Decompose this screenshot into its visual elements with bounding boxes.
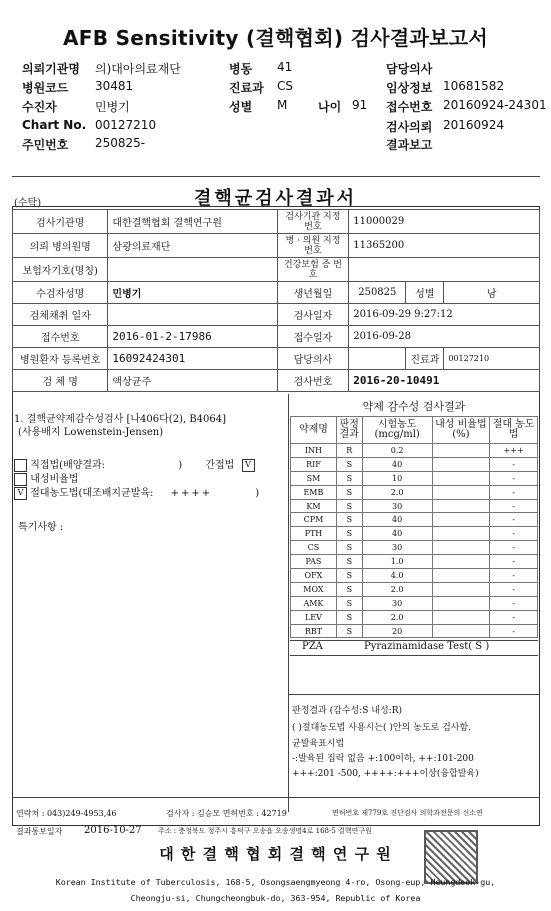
- dr-value: [349, 348, 406, 370]
- result-res: S: [336, 513, 362, 527]
- footer-license: 면허번호 제779호 진단검사 의학과전문의 신소연: [332, 809, 483, 817]
- result-row: [291, 610, 538, 624]
- col-drug: 약제명: [291, 417, 337, 444]
- col-conc: 시험농도 (mcg/ml): [362, 417, 432, 444]
- sex-value-form: 남: [444, 282, 540, 304]
- hosp-code-label: 병원코드: [22, 81, 69, 95]
- result-ratio: [432, 485, 490, 499]
- result-row: [291, 582, 538, 596]
- result-ratio: [432, 471, 490, 485]
- result-res: S: [336, 471, 362, 485]
- result-conc: 1.0: [362, 555, 432, 569]
- dept-value-form: 00127210: [444, 348, 540, 370]
- result-drug: LEV: [291, 610, 337, 624]
- result-res: S: [336, 610, 362, 624]
- result-res: S: [336, 457, 362, 471]
- direct-close: ): [178, 460, 183, 471]
- inst-name-label: 검사기관명: [13, 210, 108, 234]
- result-drug: CPM: [291, 513, 337, 527]
- form-title: 결핵균검사결과서: [193, 188, 358, 209]
- result-conc: 40: [362, 513, 432, 527]
- req-org-value: 의)대아의료재단: [95, 62, 181, 76]
- result-abs: -: [490, 527, 538, 541]
- result-res: S: [336, 541, 362, 555]
- ref-hosp-value: 삼광의료재단: [108, 234, 277, 258]
- indirect-checkbox[interactable]: V: [242, 459, 255, 472]
- clinical-label: 임상정보: [386, 81, 433, 95]
- acc-date-value: 2016-09-28: [349, 326, 540, 348]
- result-drug: PTH: [291, 527, 337, 541]
- col-result: 판정 결과: [336, 417, 362, 444]
- recipient-value: 민병기: [95, 100, 130, 114]
- reg-no-label: 병원환자 등록번호: [13, 348, 108, 370]
- inst-code-value: 11000029: [349, 210, 540, 234]
- result-conc: 2.0: [362, 582, 432, 596]
- req-org-label: 의뢰기관명: [22, 62, 80, 76]
- insurer-label: 보험자기호(명칭): [13, 258, 108, 282]
- collect-label: 검체채취 일자: [13, 304, 108, 326]
- result-conc: 20: [362, 624, 432, 638]
- dept-label: 진료과: [229, 81, 264, 95]
- receipt-label: 접수번호: [386, 100, 433, 114]
- ward-value: 41: [277, 60, 293, 74]
- result-conc: 40: [362, 457, 432, 471]
- result-res: S: [336, 582, 362, 596]
- results-header-row: [291, 417, 538, 444]
- remarks-label: 특기사항 :: [18, 522, 64, 533]
- chart-value: 00127210: [95, 118, 157, 132]
- dob-value: 250825: [349, 282, 406, 304]
- org-address-en-1: Korean Institute of Tuberculosis, 168-5, Osongsaengmyeong 4-ro, Osong-eup, Heungdeok-gu,: [55, 877, 496, 887]
- result-drug: SM: [291, 471, 337, 485]
- org-address-en-2: Cheongju-si, Chungcheongbuk-do, 363-954, Republic of Korea: [130, 893, 421, 903]
- legend-5: +++:201 -500, ++++:+++이상(융합발육): [292, 769, 479, 779]
- pza-value: Pyrazinamidase Test( S ): [364, 641, 490, 652]
- result-row: [291, 624, 538, 638]
- result-ratio: [432, 444, 490, 458]
- result-row: [291, 527, 538, 541]
- sex-label: 성별: [229, 100, 253, 114]
- result-row: [291, 444, 538, 458]
- result-ratio: [432, 513, 490, 527]
- legend-divider: [288, 694, 540, 695]
- dr-label: 담당의사: [277, 348, 349, 370]
- result-ratio: [432, 527, 490, 541]
- ward-label: 병동: [229, 62, 253, 76]
- inst-name-value: 대한결핵협회 결핵연구원: [108, 210, 277, 234]
- result-res: S: [336, 596, 362, 610]
- result-abs: -: [490, 499, 538, 513]
- test-line-1: 1. 결핵균약제감수성검사 [나406다(2), B4064]: [14, 414, 227, 425]
- footer-address: 주소 : 충청북도 청주시 흥덕구 오송읍 오송생명4로 168-5 결핵연구원: [158, 827, 372, 835]
- reg-no-value: 16092424301: [108, 348, 277, 370]
- footer-divider: [12, 797, 540, 798]
- clinical-value: 10681582: [443, 79, 505, 93]
- col-abs: 절대 농도법: [490, 417, 538, 444]
- result-res: S: [336, 485, 362, 499]
- acc-date-label: 접수일자: [277, 326, 349, 348]
- result-conc: 2.0: [362, 485, 432, 499]
- sex-value: M: [277, 98, 288, 112]
- ref-code-label: 병 · 의원 지정번호: [277, 234, 349, 258]
- ins-no-label: 건강보험 증 번 호: [277, 258, 349, 282]
- insurer-value: [108, 258, 277, 282]
- method-absolute: [14, 484, 259, 500]
- result-res: S: [336, 527, 362, 541]
- form-tag: (수탁): [14, 198, 42, 209]
- pza-label: PZA: [302, 641, 323, 652]
- age-label: 나이: [318, 100, 342, 114]
- dept-label-form: 진료과: [406, 348, 444, 370]
- test-no-value: 2016-20-10491: [349, 370, 540, 392]
- absolute-label: 절대농도법(대조배지균발육:: [30, 488, 154, 499]
- result-abs: -: [490, 610, 538, 624]
- dob-label: 생년월일: [277, 282, 349, 304]
- test-line-2: (사용배지 Lowenstein-Jensen): [18, 427, 164, 438]
- patient-value: 민병기: [108, 282, 277, 304]
- form-info-table: [12, 209, 540, 392]
- inst-code-label: 검사기관 지정번호: [277, 210, 349, 234]
- result-res: S: [336, 555, 362, 569]
- req-date-value: 20160924: [443, 118, 505, 132]
- result-abs: -: [490, 582, 538, 596]
- result-drug: PAS: [291, 555, 337, 569]
- ins-no-value: [349, 258, 540, 282]
- rrn-label: 주민번호: [22, 138, 69, 152]
- receipt-value: 20160924-24301: [443, 98, 547, 112]
- result-drug: RBT: [291, 624, 337, 638]
- report-label: 결과보고: [386, 138, 433, 152]
- result-row: [291, 555, 538, 569]
- result-drug: OFX: [291, 569, 337, 583]
- result-abs: -: [490, 569, 538, 583]
- result-drug: RIF: [291, 457, 337, 471]
- result-conc: 40: [362, 527, 432, 541]
- footer-examiner: 검사자 : 김승모 면허번호 : 42719: [166, 809, 287, 818]
- acc-no-value: 2016-01-2-17986: [108, 326, 277, 348]
- result-row: [291, 569, 538, 583]
- absolute-close: ): [255, 488, 260, 499]
- doctor-label: 담당의사: [386, 62, 433, 76]
- result-res: S: [336, 499, 362, 513]
- req-date-label: 검사의뢰: [386, 120, 433, 134]
- result-ratio: [432, 596, 490, 610]
- result-res: S: [336, 569, 362, 583]
- results-table: [290, 416, 538, 638]
- result-row: [291, 471, 538, 485]
- result-conc: 30: [362, 541, 432, 555]
- result-drug: CS: [291, 541, 337, 555]
- result-drug: INH: [291, 444, 337, 458]
- result-conc: 30: [362, 499, 432, 513]
- col-ratio: 내성 비율법(%): [432, 417, 490, 444]
- result-row: [291, 513, 538, 527]
- divider: [12, 176, 540, 177]
- result-row: [291, 596, 538, 610]
- result-conc: 4.0: [362, 569, 432, 583]
- result-ratio: [432, 499, 490, 513]
- result-drug: EMB: [291, 485, 337, 499]
- specimen-label: 검 체 명: [13, 370, 108, 392]
- footer-contact: 연락처 : 043)249-4953,46: [16, 809, 117, 818]
- legend-2: ( )절대농도법 사용시는( )안의 농도로 검사함.: [292, 723, 472, 733]
- pza-row: [290, 640, 538, 656]
- ratio-label: 내성비율법: [30, 474, 79, 485]
- result-conc: 2.0: [362, 610, 432, 624]
- dept-value: CS: [277, 79, 293, 93]
- org-name-korean: 대 한 결 핵 협 회 결 핵 연 구 원: [159, 845, 392, 863]
- result-ratio: [432, 582, 490, 596]
- result-ratio: [432, 555, 490, 569]
- direct-label: 직접법(배양결과:: [30, 460, 106, 471]
- footer-report-date: 2016-10-27: [84, 825, 142, 836]
- result-abs: -: [490, 596, 538, 610]
- patient-label: 수검자성명: [13, 282, 108, 304]
- result-conc: 0.2: [362, 444, 432, 458]
- acc-no-label: 접수번호: [13, 326, 108, 348]
- results-title: 약제 감수성 검사결과: [362, 400, 466, 413]
- result-res: S: [336, 624, 362, 638]
- result-abs: -: [490, 513, 538, 527]
- legend-4: -:발육된 집락 없음 +:100이하, ++:101-200: [292, 754, 474, 764]
- result-abs: +++: [490, 444, 538, 458]
- legend-3: 균발육표시법: [292, 739, 345, 749]
- result-abs: -: [490, 624, 538, 638]
- result-ratio: [432, 541, 490, 555]
- indirect-label: 간접법: [205, 460, 235, 471]
- test-date-label: 검사일자: [277, 304, 349, 326]
- section-separator: [288, 394, 289, 812]
- specimen-value: 액상균주: [108, 370, 277, 392]
- result-ratio: [432, 610, 490, 624]
- result-abs: -: [490, 541, 538, 555]
- official-seal: [424, 830, 478, 884]
- result-res: R: [336, 444, 362, 458]
- legend-1: 판정결과 (감수성:S 내성:R): [292, 706, 402, 716]
- test-no-label: 검사번호: [277, 370, 349, 392]
- chart-label: Chart No.: [22, 118, 87, 132]
- result-abs: -: [490, 555, 538, 569]
- result-conc: 10: [362, 471, 432, 485]
- recipient-label: 수진자: [22, 100, 57, 114]
- result-drug: AMK: [291, 596, 337, 610]
- result-abs: -: [490, 457, 538, 471]
- test-date-value: 2016-09-29 9:27:12: [349, 304, 540, 326]
- result-abs: -: [490, 471, 538, 485]
- report-title: AFB Sensitivity (결핵협회) 검사결과보고서: [63, 26, 488, 50]
- collect-value: [108, 304, 277, 326]
- footer-report-label: 결과통보일자: [16, 827, 63, 836]
- result-row: [291, 485, 538, 499]
- absolute-value: ++++: [170, 488, 213, 499]
- result-row: [291, 457, 538, 471]
- result-drug: MOX: [291, 582, 337, 596]
- rrn-value: 250825-: [95, 136, 146, 150]
- absolute-checkbox[interactable]: V: [14, 487, 27, 500]
- result-abs: -: [490, 485, 538, 499]
- ref-code-value: 11365200: [349, 234, 540, 258]
- result-row: [291, 541, 538, 555]
- result-drug: KM: [291, 499, 337, 513]
- result-row: [291, 499, 538, 513]
- result-ratio: [432, 457, 490, 471]
- sex-label-form: 성별: [406, 282, 444, 304]
- age-value: 91: [352, 98, 368, 112]
- result-conc: 30: [362, 596, 432, 610]
- hosp-code-value: 30481: [95, 79, 134, 93]
- result-ratio: [432, 569, 490, 583]
- result-ratio: [432, 624, 490, 638]
- ref-hosp-label: 의뢰 병의원명: [13, 234, 108, 258]
